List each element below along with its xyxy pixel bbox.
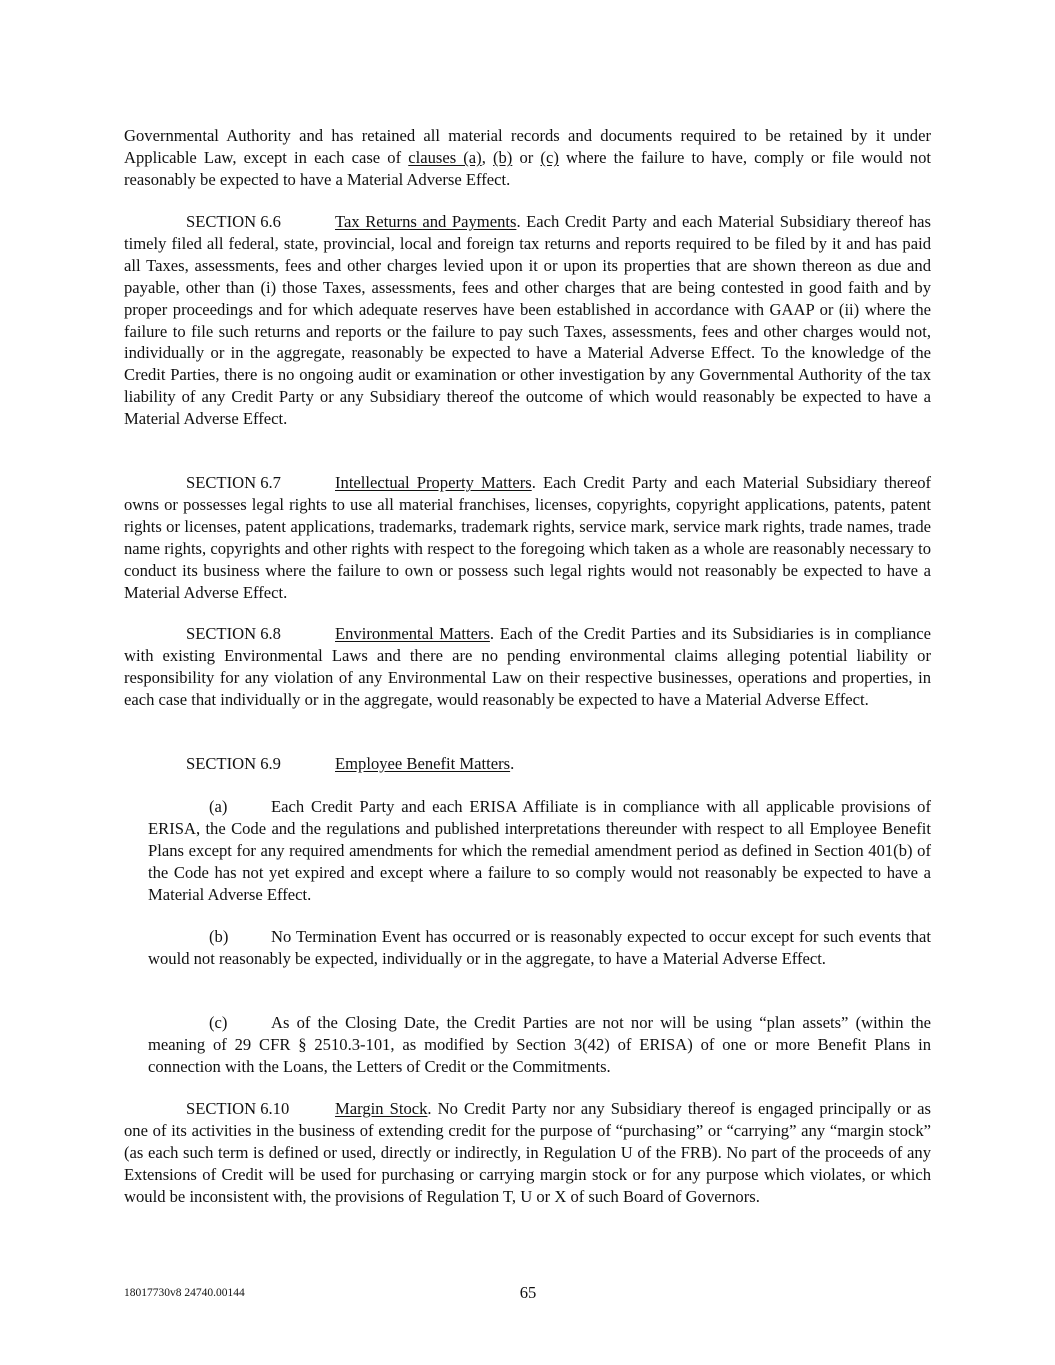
- section-title: Margin Stock: [335, 1099, 428, 1118]
- section-6-8: [124, 623, 931, 711]
- section-text: .: [510, 754, 515, 773]
- clause-c-ref: (c): [540, 147, 559, 167]
- subsection-6-9-a: [148, 796, 931, 906]
- section-number: SECTION 6.7: [186, 473, 281, 492]
- section-number: SECTION 6.6: [186, 212, 281, 231]
- section-title: Intellectual Property Matters: [335, 473, 532, 492]
- section-text: . Each of the Credit Parties and its Subsidiaries is in compliance with existing Environmental Laws and there are no pending environmental claims alleging potential liability or responsibility for any violation of any Environmental Law on their respective businesses, operations and properties, in each case that individually or in the aggregate, would reasonably be expected to have a Material Adverse Effect.: [124, 624, 931, 709]
- section-text: . No Credit Party nor any Subsidiary thereof is engaged principally or as one of its activities in the business of extending credit for the purpose of “purchasing” or “carrying” any “margin stock” (as each such term is defined or used, directly or indirectly, in Regulation U of the FRB). No part of the proceeds of any Extensions of Credit will be used for purchasing or carrying margin stock or for any purpose which violates, or which would be inconsistent with, the provisions of Regulation T, U or X of such Board of Governors.: [124, 1099, 931, 1206]
- subsection-label: (c): [209, 1013, 228, 1032]
- subsection-text: No Termination Event has occurred or is reasonably expected to occur except for such events that would not reasonably be expected, individually or in the aggregate, to have a Material Adverse Effect.: [148, 927, 931, 968]
- continuation-paragraph: [124, 125, 931, 191]
- section-6-10: [124, 1098, 931, 1208]
- subsection-text: As of the Closing Date, the Credit Parties are not nor will be using “plan assets” (within the meaning of 29 CFR § 2510.3-101, as modified by Section 3(42) of ERISA) of one or more Benefit Plans in connection with the Loans, the Letters of Credit or the Commitments.: [148, 1013, 931, 1076]
- section-number: SECTION 6.9: [186, 754, 281, 773]
- subsection-text: Each Credit Party and each ERISA Affiliate is in compliance with all applicable provisions of ERISA, the Code and the regulations and published interpretations thereunder with respect to all Employee Benefit Plans except for any required amendments for which the remedial amendment period as defined in Section 401(b) of the Code has not yet expired and except where a failure to so comply would not reasonably be expected to have a Material Adverse Effect.: [148, 797, 931, 904]
- section-6-6: [124, 211, 931, 430]
- subsection-label: (a): [209, 797, 228, 816]
- section-number: SECTION 6.10: [186, 1099, 290, 1118]
- subsection-label: (b): [209, 927, 229, 946]
- section-6-7: [124, 472, 931, 603]
- section-title: Employee Benefit Matters: [335, 754, 511, 773]
- separator: ,: [481, 147, 493, 167]
- subsection-6-9-b: [148, 926, 931, 970]
- page-number: 65: [519, 1283, 537, 1302]
- section-number: SECTION 6.8: [186, 624, 281, 643]
- clause-a-ref: clauses (a): [408, 147, 482, 167]
- section-6-9: [124, 753, 931, 775]
- section-text: . Each Credit Party and each Material Subsidiary thereof owns or possesses legal rights to use all material franchises, licenses, copyrights, copyright applications, patents, patent rights or licenses, patent applications, trademarks, trademark rights, service mark, service mark rights, trade names, trade name rights, copyrights and other rights with respect to the foregoing which taken as a whole are reasonably necessary to conduct its business where the failure to own or possess such legal rights would not reasonably be expected to have a Material Adverse Effect.: [124, 473, 932, 602]
- section-title: Tax Returns and Payments: [335, 212, 517, 231]
- section-title: Environmental Matters: [335, 624, 490, 643]
- paragraph-text: Governmental Authority and has retained all material records and documents required to be retained by it under Applicable Law, except in each case of: [124, 126, 931, 167]
- section-text: . Each Credit Party and each Material Subsidiary thereof has timely filed all federal, state, provincial, local and foreign tax returns and reports required to be filed by it and has paid all Taxes, assessments, fees and other charges levied upon it or upon its properties that are shown thereon as due and payable, other than (i) those Taxes, assessments, fees and other charges that are being contested in good faith and by proper proceedings and for which adequate reserves have been established in accordance with GAAP or (ii) where the failure to file such returns and reports or the failure to pay such Taxes, assessments, fees and other charges would not, individually or in the aggregate, reasonably be expected to have a Material Adverse Effect. To the knowledge of the Credit Parties, there is no ongoing audit or examination or other investigation by any Governmental Authority of the tax liability of any Credit Party or any Subsidiary thereof the outcome of which would reasonably be expected to have a Material Adverse Effect.: [124, 212, 931, 429]
- subsection-6-9-c: [148, 1012, 931, 1078]
- footer-document-id: 18017730v8 24740.00144: [124, 1287, 245, 1299]
- separator: or: [512, 147, 541, 167]
- paragraph-text: where the failure to have, comply or file would not reasonably be expected to have a Material Adverse Effect.: [124, 147, 932, 189]
- clause-b-ref: (b): [492, 147, 513, 167]
